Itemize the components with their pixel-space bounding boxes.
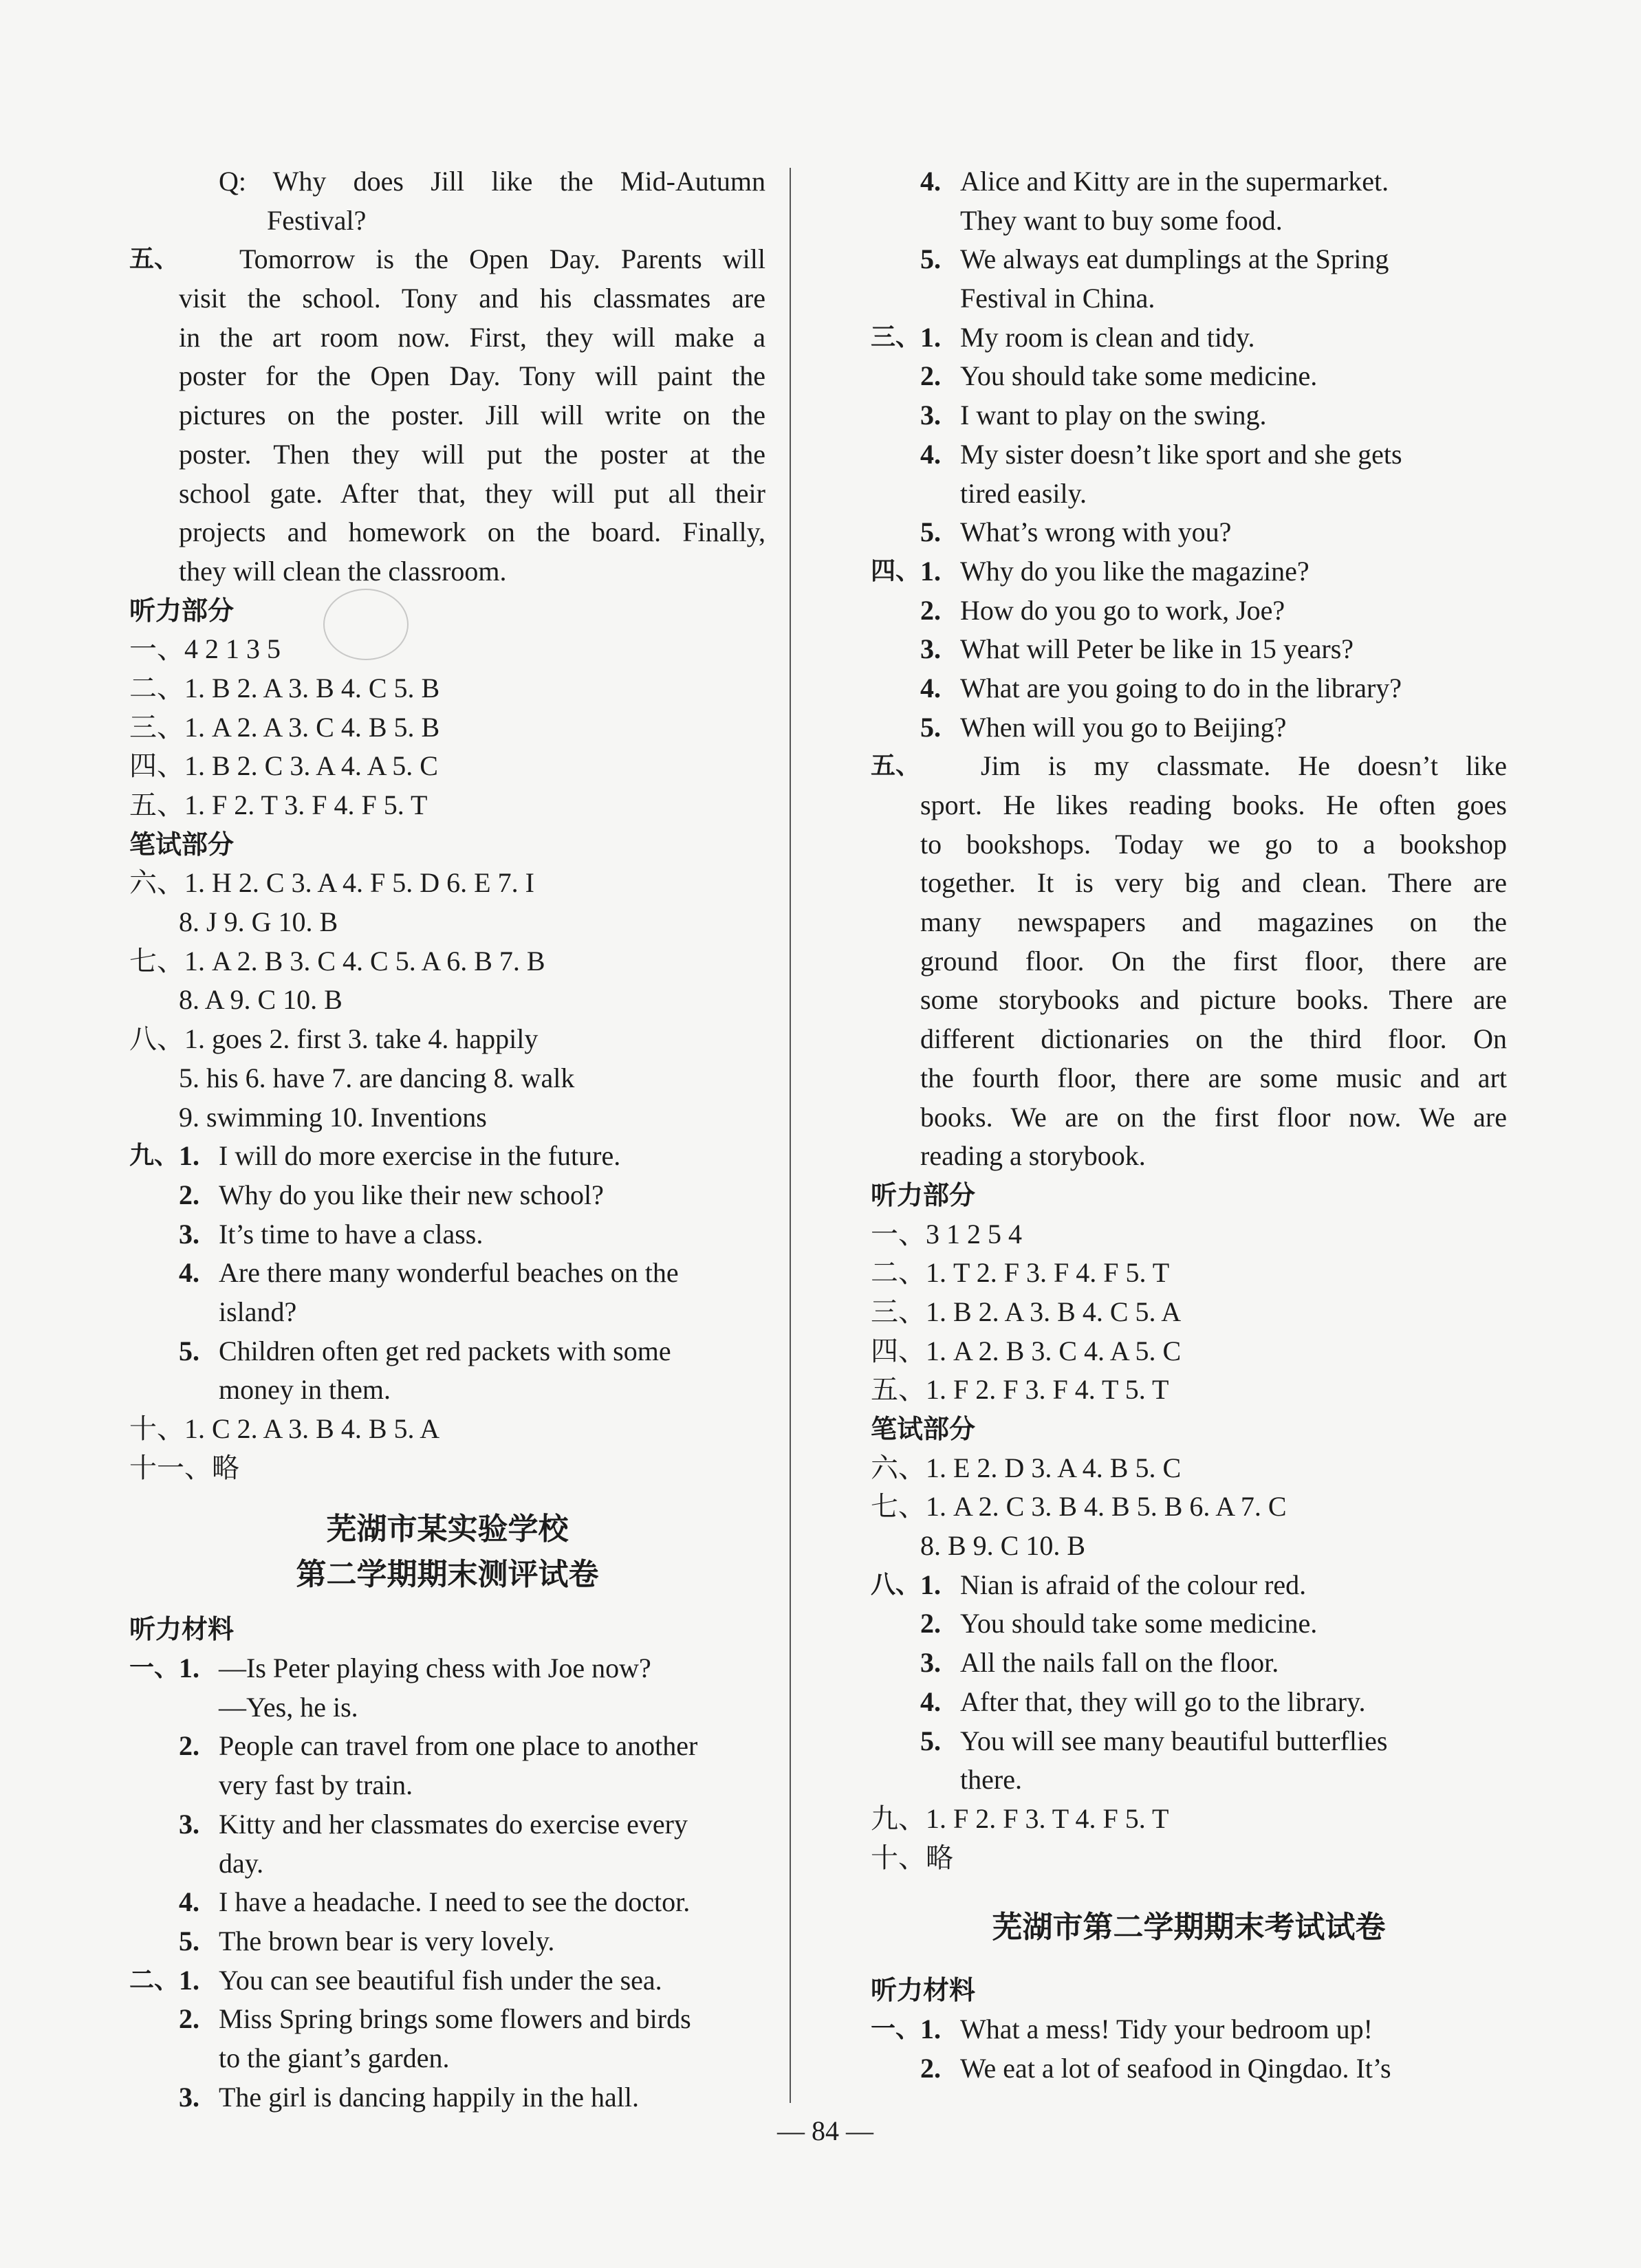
list-item: Miss Spring brings some flowers and birds xyxy=(219,2003,691,2035)
list-item: My room is clean and tidy. xyxy=(960,321,1255,353)
list-item: What a mess! Tidy your bedroom up! xyxy=(960,2013,1373,2045)
answer-line: 四、1. A 2. B 3. C 4. A 5. C xyxy=(871,1335,1182,1366)
list-item: What’s wrong with you? xyxy=(960,516,1232,548)
list-item: Festival in China. xyxy=(960,283,1155,314)
answer-line: 七、1. A 2. C 3. B 4. B 5. B 6. A 7. C xyxy=(871,1491,1287,1523)
answer-line: 二、1. T 2. F 3. F 4. F 5. T xyxy=(871,1257,1170,1289)
answer-line: 三、1. B 2. A 3. B 4. C 5. A xyxy=(871,1296,1182,1327)
answer-line: 8. B 9. C 10. B xyxy=(920,1530,1086,1562)
list-item: I will do more exercise in the future. xyxy=(219,1140,621,1172)
passage-line: Jim is my classmate. He doesn’t like xyxy=(981,750,1507,782)
answer-line: 五、1. F 2. F 3. F 4. T 5. T xyxy=(871,1374,1169,1406)
listening-heading: 听力部分 xyxy=(871,1179,976,1210)
passage-line: in the art room now. First, they will make a xyxy=(179,321,765,353)
list-item: You should take some medicine. xyxy=(960,1608,1318,1639)
passage-line: some storybooks and picture books. There are xyxy=(920,984,1507,1016)
list-item: Why do you like their new school? xyxy=(219,1179,604,1210)
list-item: They want to buy some food. xyxy=(960,204,1283,236)
list-item: island? xyxy=(219,1296,297,1327)
material-section-one: 一、1. What a mess! Tidy your bedroom up! 2. We eat a lot of seafood in Qingdao. It’s xyxy=(871,2010,1507,2088)
answer-line: 9. swimming 10. Inventions xyxy=(179,1101,487,1133)
section-nine: 九、1. I will do more exercise in the future. 2. Why do you like their new school? 3. It’s time to have a class. 4. Are there many wonderful beaches on the island? 5. Children often get red packets with some money in them. xyxy=(129,1137,765,1410)
column-divider xyxy=(790,168,791,2103)
question-line: Q: Why does Jill like the Mid-Autumn xyxy=(219,166,765,197)
list-item: You can see beautiful fish under the sea. xyxy=(219,1964,662,1996)
listening-heading: 听力部分 xyxy=(129,595,235,626)
list-item: It’s time to have a class. xyxy=(219,1218,483,1250)
list-item: very fast by train. xyxy=(219,1769,413,1801)
list-item: What will Peter be like in 15 years? xyxy=(960,633,1354,665)
material-heading: 听力材料 xyxy=(129,1614,235,1645)
section-label: 五、 xyxy=(129,245,180,274)
answer-line: 四、1. B 2. C 3. A 4. A 5. C xyxy=(129,750,438,782)
section-label: 五、 xyxy=(871,752,921,781)
material-section-two: 二、1. You can see beautiful fish under the sea. 2. Miss Spring brings some flowers and birds to the giant’s garden. 3. The girl is dancing happily in the hall. xyxy=(129,1961,765,2117)
material-section-one: 一、1. —Is Peter playing chess with Joe now? —Yes, he is. 2. People can travel from one place to another very fast by train. 3. Kitty and her classmates do exercise every day. 4. I have a headache. I need to see the doctor. 5. The brown bear is very lovely. xyxy=(129,1649,765,1961)
list-item: After that, they will go to the library. xyxy=(960,1686,1366,1717)
section-eight: 八、1. Nian is afraid of the colour red. 2. You should take some medicine. 3. All the nails fall on the floor. 4. After that, they will go to the library. 5. You will see many beautiful butterflies there. xyxy=(871,1566,1507,1800)
list-item: We always eat dumplings at the Spring xyxy=(960,243,1389,275)
section-label: 一、 xyxy=(129,1654,180,1683)
answer-line: 八、1. goes 2. first 3. take 4. happily xyxy=(129,1023,539,1055)
passage-line: they will clean the classroom. xyxy=(179,555,507,587)
list-item: Are there many wonderful beaches on the xyxy=(219,1257,679,1289)
material-heading: 听力材料 xyxy=(871,1975,976,2006)
answer-line: 8. A 9. C 10. B xyxy=(179,984,343,1016)
passage-line: to bookshops. Today we go to a bookshop xyxy=(920,828,1507,860)
answer-line: 一、4 2 1 3 5 xyxy=(129,633,281,665)
section-label: 三、 xyxy=(871,323,921,351)
passage-line: Tomorrow is the Open Day. Parents will xyxy=(239,243,765,275)
passage-five xyxy=(129,240,765,591)
answer-line: 五、1. F 2. T 3. F 4. F 5. T xyxy=(129,789,428,820)
list-item: When will you go to Beijing? xyxy=(960,711,1287,743)
answer-line: 一、3 1 2 5 4 xyxy=(871,1218,1022,1250)
passage-line: together. It is very big and clean. There are xyxy=(920,867,1507,899)
list-item: to the giant’s garden. xyxy=(219,2042,450,2073)
question-line: Festival? xyxy=(267,204,367,236)
exam-title: 芜湖市某实验学校 xyxy=(326,1512,569,1547)
answer-line: 二、1. B 2. A 3. B 4. C 5. B xyxy=(129,672,440,704)
list-item: We eat a lot of seafood in Qingdao. It’s xyxy=(960,2052,1391,2084)
exam-subtitle: 第二学期期末测评试卷 xyxy=(296,1557,599,1593)
list-item: there. xyxy=(960,1764,1022,1796)
passage-five-right xyxy=(871,747,1507,1176)
page-number: — 84 — xyxy=(777,2115,873,2146)
passage-line: the fourth floor, there are some music and art xyxy=(920,1062,1507,1093)
answer-line: 九、1. F 2. F 3. T 4. F 5. T xyxy=(871,1802,1169,1834)
list-item: money in them. xyxy=(219,1374,391,1406)
list-item: Kitty and her classmates do exercise every xyxy=(219,1808,688,1840)
list-item: My sister doesn’t like sport and she gets xyxy=(960,438,1402,470)
passage-line: pictures on the poster. Jill will write on the xyxy=(179,400,765,431)
list-item: The brown bear is very lovely. xyxy=(219,1925,555,1956)
section-four: 四、1. Why do you like the magazine? 2. How do you go to work, Joe? 3. What will Peter be like in 15 years? 4. What are you going to do in the library? 5. When will you go to Beijing? xyxy=(871,552,1507,747)
continued-section: 4. Alice and Kitty are in the supermarket. They want to buy some food. 5. We always eat dumplings at the Spring Festival in China. xyxy=(920,166,1389,314)
list-item: You will see many beautiful butterflies xyxy=(960,1725,1388,1756)
list-item: You should take some medicine. xyxy=(960,360,1318,392)
answer-line: 十、1. C 2. A 3. B 4. B 5. A xyxy=(129,1413,440,1444)
passage-line: school gate. After that, they will put all their xyxy=(179,477,765,509)
list-item: Why do you like the magazine? xyxy=(960,555,1309,587)
answer-line: 十、略 xyxy=(871,1842,953,1873)
answer-line: 六、1. E 2. D 3. A 4. B 5. C xyxy=(871,1452,1182,1483)
answer-line: 六、1. H 2. C 3. A 4. F 5. D 6. E 7. I xyxy=(129,867,534,899)
list-item: Nian is afraid of the colour red. xyxy=(960,1569,1307,1600)
list-item: Children often get red packets with some xyxy=(219,1335,671,1366)
passage-line: many newspapers and magazines on the xyxy=(920,906,1507,938)
passage-line: visit the school. Tony and his classmates are xyxy=(179,283,765,314)
section-label: 二、 xyxy=(129,1965,180,1994)
written-heading: 笔试部分 xyxy=(129,829,235,860)
answer-line: 三、1. A 2. A 3. C 4. B 5. B xyxy=(129,711,440,743)
list-item: All the nails fall on the floor. xyxy=(960,1647,1279,1679)
left-column xyxy=(129,162,765,2117)
section-label: 一、 xyxy=(871,2014,921,2043)
passage-line: poster for the Open Day. Tony will paint the xyxy=(179,360,765,392)
answer-line: 十一、略 xyxy=(129,1452,239,1483)
section-label: 九、 xyxy=(129,1142,180,1170)
list-item: What are you going to do in the library? xyxy=(960,672,1402,704)
section-three: 三、1. My room is clean and tidy. 2. You should take some medicine. 3. I want to play on the swing. 4. My sister doesn’t like sport and she gets tired easily. 5. What’s wrong with you? xyxy=(871,318,1507,552)
list-item: How do you go to work, Joe? xyxy=(960,594,1285,626)
exam-title: 芜湖市第二学期期末考试试卷 xyxy=(992,1910,1386,1945)
list-item: tired easily. xyxy=(960,477,1087,509)
list-item: I have a headache. I need to see the doctor. xyxy=(219,1886,691,1918)
passage-line: ground floor. On the first floor, there are xyxy=(920,945,1507,977)
answer-line: 8. J 9. G 10. B xyxy=(179,906,338,938)
section-label: 四、 xyxy=(871,556,921,585)
passage-line: projects and homework on the board. Finally, xyxy=(179,516,765,548)
right-column xyxy=(871,162,1507,2088)
written-heading: 笔试部分 xyxy=(871,1414,976,1444)
list-item: I want to play on the swing. xyxy=(960,400,1267,431)
list-item: Alice and Kitty are in the supermarket. xyxy=(960,166,1389,197)
list-item: People can travel from one place to another xyxy=(219,1730,698,1762)
list-item: The girl is dancing happily in the hall. xyxy=(219,2081,639,2113)
list-item: —Yes, he is. xyxy=(219,1691,358,1723)
passage-line: sport. He likes reading books. He often goes xyxy=(920,789,1507,820)
list-item: —Is Peter playing chess with Joe now? xyxy=(219,1653,651,1684)
passage-line: books. We are on the first floor now. We are xyxy=(920,1101,1507,1133)
passage-line: reading a storybook. xyxy=(920,1140,1146,1172)
answer-line: 5. his 6. have 7. are dancing 8. walk xyxy=(179,1062,575,1093)
section-label: 八、 xyxy=(871,1570,921,1599)
list-item: day. xyxy=(219,1847,264,1879)
passage-line: different dictionaries on the third floor. On xyxy=(920,1023,1507,1055)
answer-line: 七、1. A 2. B 3. C 4. C 5. A 6. B 7. B xyxy=(129,945,545,977)
passage-line: poster. Then they will put the poster at the xyxy=(179,438,765,470)
